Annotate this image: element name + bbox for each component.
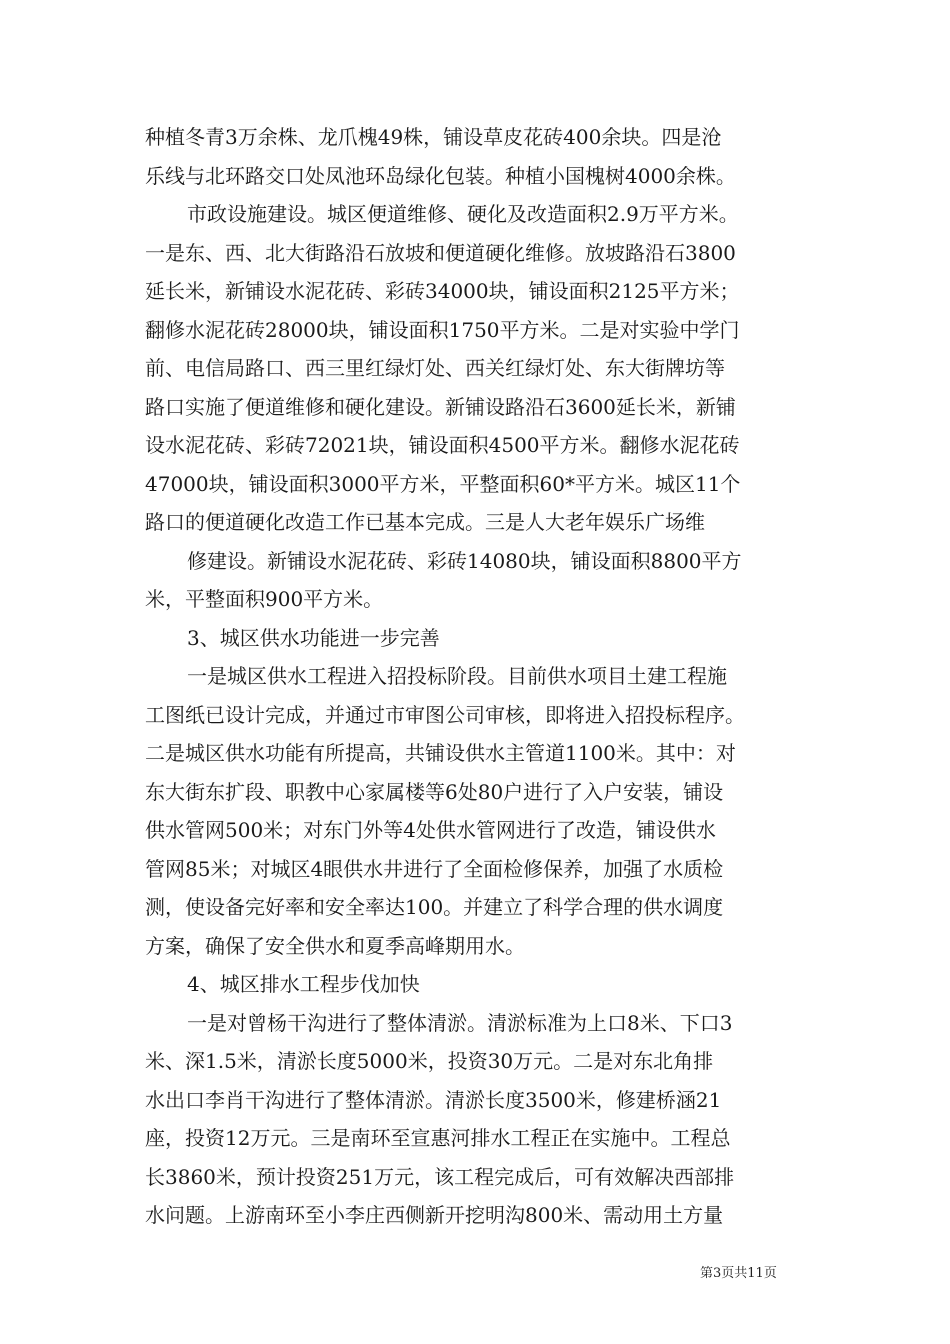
text-line: 长3860米，预计投资251万元，该工程完成后，可有效解决西部排 (145, 1164, 735, 1189)
text-line: 一是东、西、北大街路沿石放坡和便道硬化维修。放坡路沿石3800 (145, 240, 736, 265)
text-line: 工图纸已设计完成，并通过市审图公司审核，即将进入招投标程序。 (145, 702, 745, 727)
text-line: 水出口李肖干沟进行了整体清淤。清淤长度3500米，修建桥涵21 (145, 1087, 722, 1112)
text-line: 管网85米；对城区4眼供水井进行了全面检修保养，加强了水质检 (145, 856, 724, 881)
text-line: 水问题。上游南环至小李庄西侧新开挖明沟800米、需动用土方量 (145, 1203, 724, 1227)
text-line: 前、电信局路口、西三里红绿灯处、西关红绿灯处、东大街牌坊等 (145, 356, 725, 380)
text-line: 修建设。新铺设水泥花砖、彩砖14080块，铺设面积8800平方 (187, 548, 742, 573)
text-line: 4、城区排水工程步伐加快 (187, 972, 420, 996)
text-line: 市政设施建设。城区便道维修、硬化及改造面积2.9万平方米。 (187, 202, 739, 226)
text-line: 一是对曾杨干沟进行了整体清淤。清淤标准为上口8米、下口3 (187, 1010, 733, 1035)
text-line: 方案，确保了安全供水和夏季高峰期用水。 (145, 933, 525, 958)
text-line: 延长米，新铺设水泥花砖、彩砖34000块，铺设面积2125平方米； (145, 279, 740, 303)
text-line: 座，投资12万元。三是南环至宣惠河排水工程正在实施中。工程总 (145, 1126, 731, 1150)
text-line: 设水泥花砖、彩砖72021块，铺设面积4500平方米。翻修水泥花砖 (145, 433, 740, 457)
text-line: 种植冬青3万余株、龙爪槐49株，铺设草皮花砖400余块。四是沧 (145, 125, 722, 149)
body-text (145, 118, 815, 1235)
text-line: 二是城区供水功能有所提高，共铺设供水主管道1100米。其中：对 (145, 741, 736, 765)
text-line: 路口实施了便道维修和硬化建设。新铺设路沿石3600延长米，新铺 (145, 394, 736, 419)
text-line: 路口的便道硬化改造工作已基本完成。三是人大老年娱乐广场维 (145, 510, 705, 534)
text-line: 东大街东扩段、职教中心家属楼等6处80户进行了入户安装，铺设 (145, 779, 724, 804)
text-line: 米、深1.5米，清淤长度5000米，投资30万元。二是对东北角排 (145, 1049, 714, 1073)
text-line: 米，平整面积900平方米。 (145, 587, 384, 611)
text-line: 翻修水泥花砖28000块，铺设面积1750平方米。二是对实验中学门 (145, 317, 740, 342)
text-line: 3、城区供水功能进一步完善 (187, 625, 440, 650)
text-line: 测，使设备完好率和安全率达100。并建立了科学合理的供水调度 (145, 895, 724, 919)
page-number: 第3页共11页 (700, 1266, 777, 1281)
text-line: 乐线与北环路交口处凤池环岛绿化包装。种植小国槐树4000余株。 (145, 163, 736, 188)
text-line: 47000块，铺设面积3000平方米，平整面积60*平方米。城区11个 (145, 471, 741, 496)
text-line: 供水管网500米；对东门外等4处供水管网进行了改造，铺设供水 (145, 818, 716, 842)
text-line: 一是城区供水工程进入招投标阶段。目前供水项目土建工程施 (187, 664, 727, 688)
